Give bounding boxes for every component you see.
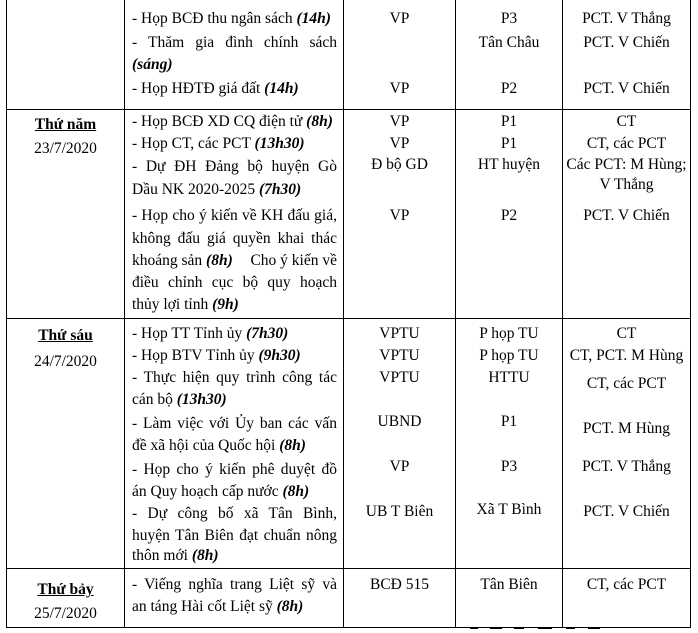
- day-label: Thứ bảy: [37, 581, 94, 598]
- unit-cell: Đ bộ GD: [371, 156, 428, 173]
- place-cell: P1: [500, 413, 518, 430]
- place-cell: P2: [500, 207, 518, 224]
- event-text: đề xã hội của Quốc hội (8h): [132, 437, 306, 454]
- place-cell: Xã T Bình: [476, 501, 542, 518]
- date-label: 24/7/2020: [34, 353, 97, 370]
- day-label: Thứ sáu: [38, 327, 93, 344]
- event-text: (sáng): [132, 56, 173, 73]
- unit-cell: VPTU: [379, 325, 420, 342]
- unit-cell: VP: [389, 113, 410, 130]
- schedule-table: [6, 0, 692, 633]
- person-cell: V Thắng: [599, 176, 654, 193]
- event-text: - Họp BCĐ XD CQ điện tử (8h): [132, 113, 333, 130]
- event-text: thôn mới (8h): [132, 547, 219, 564]
- place-cell: P1: [500, 113, 518, 130]
- place-cell: P3: [500, 10, 518, 27]
- unit-cell: UB T Biên: [365, 503, 434, 520]
- place-cell: P2: [500, 80, 518, 97]
- event-text: thủy lợi tỉnh (9h): [132, 296, 239, 313]
- event-text: điều chỉnh cục bộ quy hoạch: [132, 274, 337, 291]
- person-cell: PCT. V Chiến: [583, 207, 670, 224]
- table-border-left: [6, 0, 7, 628]
- column-divider-1: [124, 0, 125, 628]
- person-cell: PCT. V Chiến: [583, 34, 670, 51]
- row-divider-3: [6, 568, 691, 569]
- event-text: - Dự ĐH Đảng bộ huyện Gò: [132, 158, 337, 175]
- person-cell: PCT. M Hùng: [582, 420, 671, 437]
- unit-cell: VP: [389, 80, 410, 97]
- event-text: - Thăm gia đình chính sách: [132, 34, 337, 51]
- place-cell: P họp TU: [479, 347, 539, 364]
- person-cell: CT, các PCT: [586, 576, 667, 593]
- event-text: án Quy hoạch cấp nước (8h): [132, 483, 310, 500]
- person-cell: CT, các PCT: [586, 135, 667, 152]
- row-divider-2: [6, 318, 691, 319]
- event-text: - Viếng nghĩa trang Liệt sỹ và: [132, 576, 337, 593]
- event-text: - Họp TT Tỉnh ủy (7h30): [132, 325, 289, 342]
- event-text: - Họp cho ý kiến về KH đấu giá,: [132, 207, 337, 224]
- event-text: cán bộ (13h30): [132, 391, 227, 408]
- event-text: - Họp CT, các PCT (13h30): [132, 135, 305, 152]
- date-label: 25/7/2020: [34, 605, 97, 622]
- person-cell: CT, PCT. M Hùng: [569, 347, 684, 364]
- person-cell: Các PCT: M Hùng;: [566, 156, 687, 173]
- event-text: Dầu NK 2020-2025 (7h30): [132, 181, 302, 198]
- unit-cell: VPTU: [379, 347, 420, 364]
- event-text: - Họp BTV Tỉnh ủy (9h30): [132, 347, 301, 364]
- place-cell: HTTU: [488, 369, 530, 386]
- event-text: - Họp HĐTĐ giá đất (14h): [132, 80, 299, 97]
- unit-cell: VP: [389, 135, 410, 152]
- person-cell: PCT. V Thắng: [582, 458, 671, 475]
- event-text: an táng Hài cốt Liệt sỹ (8h): [132, 598, 304, 615]
- unit-cell: VP: [389, 458, 410, 475]
- event-text: - Họp cho ý kiến phê duyệt đồ: [132, 461, 337, 478]
- event-text: khoáng sản (8h) Cho ý kiến về: [132, 252, 337, 269]
- date-label: 23/7/2020: [34, 140, 97, 157]
- person-cell: PCT. V Thắng: [582, 10, 671, 27]
- unit-cell: VP: [389, 207, 410, 224]
- person-cell: PCT. V Chiến: [583, 80, 670, 97]
- place-cell: Tân Châu: [478, 34, 540, 51]
- table-border-right: [690, 0, 691, 628]
- row-divider-1: [6, 109, 691, 110]
- person-cell: PCT. V Chiến: [583, 503, 670, 520]
- event-text: không đấu giá quyền khai thác: [132, 230, 337, 247]
- place-cell: P3: [500, 458, 518, 475]
- event-text: huyện Tân Biên đạt chuẩn nông: [132, 527, 337, 544]
- clipped-text-fragment: [470, 627, 620, 633]
- unit-cell: UBND: [377, 413, 422, 430]
- event-text: - Họp BCĐ thu ngân sách (14h): [132, 10, 331, 27]
- person-cell: CT, các PCT: [586, 375, 667, 392]
- place-cell: P1: [500, 135, 518, 152]
- day-label: Thứ năm: [34, 116, 97, 133]
- unit-cell: VP: [389, 10, 410, 27]
- place-cell: Tân Biên: [480, 576, 538, 593]
- person-cell: CT: [616, 113, 637, 130]
- unit-cell: BCĐ 515: [370, 576, 429, 593]
- event-text: - Làm việc với Ủy ban các vấn: [132, 415, 337, 432]
- event-text: - Dự công bố xã Tân Bình,: [132, 505, 337, 522]
- place-cell: P họp TU: [479, 325, 539, 342]
- person-cell: CT: [616, 325, 637, 342]
- place-cell: HT huyện: [477, 156, 541, 173]
- event-text: - Thực hiện quy trình công tác: [132, 369, 337, 386]
- unit-cell: VPTU: [379, 369, 420, 386]
